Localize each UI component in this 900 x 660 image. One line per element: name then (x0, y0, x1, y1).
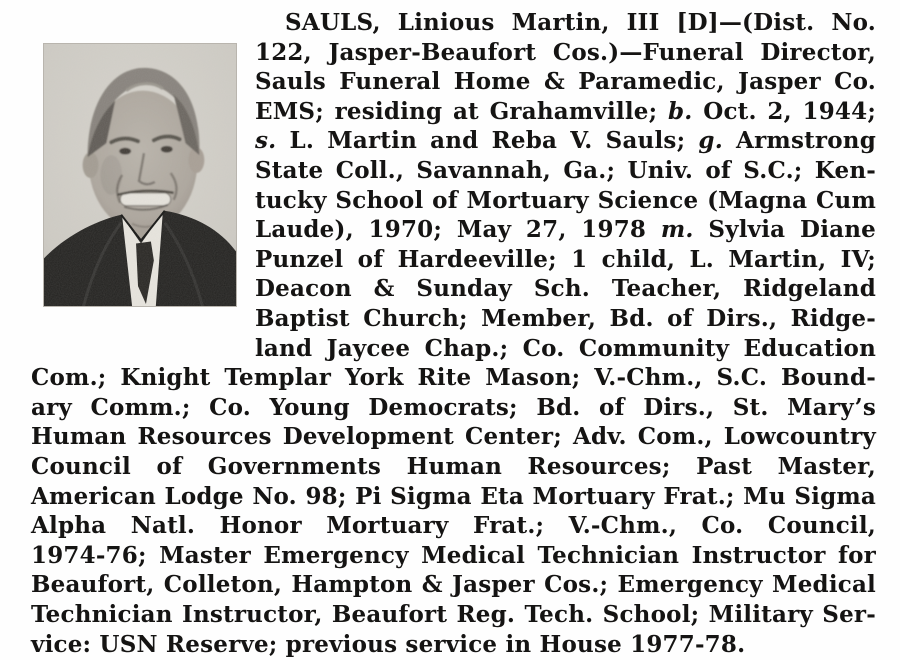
italic-abbreviation: g. (698, 127, 723, 155)
text-segment: Technician Instructor, Beaufort Reg. Tech. School; Military Ser- (31, 601, 876, 628)
text-segment: Beaufort, Colleton, Hampton & Jasper Cos.; Emergency Medical (31, 571, 876, 599)
text-segment: American Lodge No. 98; Pi Sigma Eta Mortuary Frat.; Mu Sigma (31, 482, 876, 510)
text-segment: EMS; residing at Grahamville; (255, 97, 669, 125)
bio-line-2 (255, 38, 876, 68)
text-segment: Sylvia Diane (693, 216, 876, 244)
text-segment: Alpha Natl. Honor Mortuary Frat.; V.-Chm., Co. Council, (31, 512, 876, 540)
text-segment: Com.; Knight Templar York Rite Mason; V.-Chm., S.C. Bound- (31, 364, 876, 392)
bio-line-8 (255, 215, 876, 245)
text-segment: State Coll., Savannah, Ga.; Univ. of S.C.; Ken- (255, 157, 876, 184)
bio-line-21 (31, 600, 876, 630)
text-segment: 122, Jasper-Beaufort Cos.)—Funeral Director, (255, 38, 876, 66)
text-segment: Armstrong (722, 127, 876, 155)
bio-line-22 (31, 630, 876, 660)
bio-line-10 (255, 274, 876, 304)
text-segment: 1974-76; Master Emergency Medical Technician Instructor for (31, 541, 876, 569)
bio-line-13 (31, 363, 876, 393)
italic-abbreviation: b. (668, 97, 693, 125)
bio-line-1 (285, 8, 876, 38)
bio-line-11 (255, 304, 876, 334)
text-segment: L. Martin and Reba V. Sauls; (276, 127, 699, 155)
text-segment: Oct. 2, 1944; (692, 97, 877, 125)
text-segment: tucky School of Mortuary Science (Magna Cum (255, 186, 876, 214)
text-segment: Council of Governments Human Resources; Past Master, (31, 453, 876, 480)
italic-abbreviation: s. (255, 127, 277, 155)
text-segment: Human Resources Development Center; Adv. Com., Lowcountry (31, 423, 876, 451)
bio-line-19 (31, 541, 876, 571)
bio-line-3 (255, 67, 876, 97)
bio-line-16 (31, 452, 876, 482)
text-segment: vice: USN Reserve; previous service in House 1977-78. (31, 630, 746, 658)
bio-line-20 (31, 570, 876, 600)
bio-line-9 (255, 245, 876, 275)
text-segment: Sauls Funeral Home & Paramedic, Jasper Co. (255, 68, 876, 96)
text-segment: ary Comm.; Co. Young Democrats; Bd. of Dirs., St. Mary’s (31, 393, 876, 421)
bio-line-4 (255, 97, 876, 127)
text-segment: Baptist Church; Member, Bd. of Dirs., Ridge- (255, 305, 876, 332)
text-segment: Deacon & Sunday Sch. Teacher, Ridgeland (255, 275, 876, 303)
text-segment: SAULS, Linious Martin, III [D]—(Dist. No. (285, 9, 876, 36)
bio-line-17 (31, 482, 876, 512)
bio-line-15 (31, 422, 876, 452)
text-segment: land Jaycee Chap.; Co. Community Education (255, 334, 876, 362)
bio-line-18 (31, 511, 876, 541)
text-segment: Punzel of Hardeeville; 1 child, L. Martin, IV; (255, 245, 876, 273)
bio-line-14 (31, 393, 876, 423)
bio-line-5 (255, 126, 876, 156)
bio-line-6 (255, 156, 876, 186)
bio-line-12 (255, 334, 876, 364)
text-segment: Laude), 1970; May 27, 1978 (255, 216, 661, 244)
bio-line-7 (255, 186, 876, 216)
italic-abbreviation: m. (660, 216, 694, 244)
